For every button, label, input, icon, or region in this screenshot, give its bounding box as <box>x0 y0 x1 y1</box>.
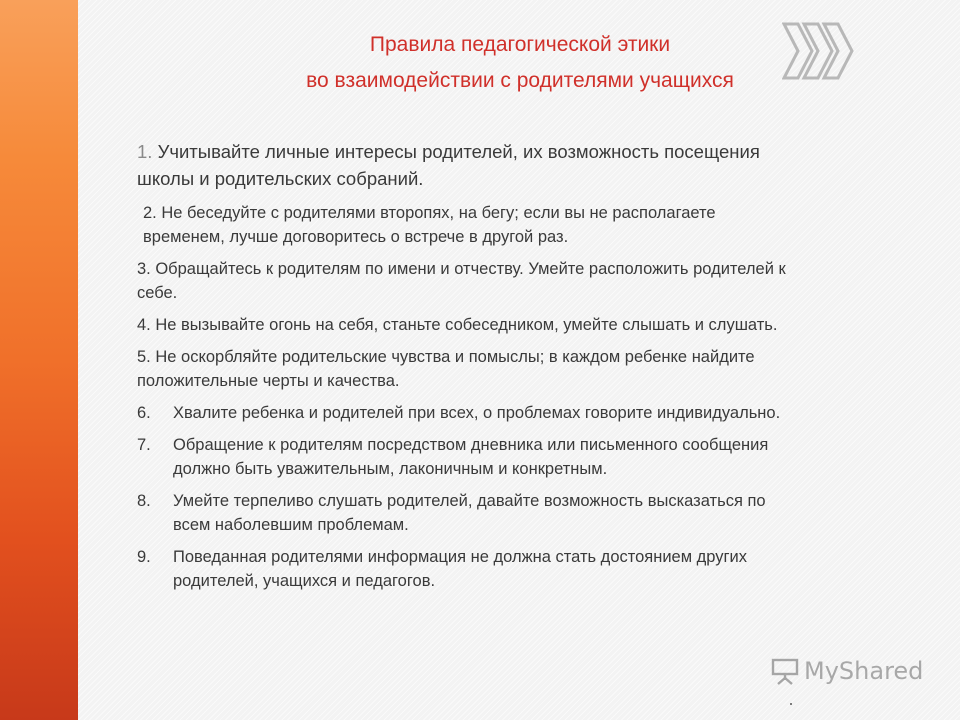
watermark <box>770 656 923 686</box>
decorative-dot <box>790 703 792 705</box>
item-text: Обращение к родителям посредством дневника или письменного сообщения должно быть уважительным, лаконичным и конкретным. <box>173 436 769 478</box>
list-item <box>137 489 792 537</box>
list-item <box>137 545 792 593</box>
item-number: 8. <box>137 492 151 510</box>
list-item <box>137 401 792 425</box>
list-item: 3. Обращайтесь к родителям по имени и отчеству. Умейте расположить родителей к себе. <box>137 260 786 302</box>
page-title: Правила педагогической этики <box>369 33 671 56</box>
list-item: 4. Не вызывайте огонь на себя, станьте собеседником, умейте слышать и слушать. <box>137 316 778 334</box>
item-number: 7. <box>137 436 151 454</box>
list-item: 2. Не беседуйте с родителями второпях, на бегу; если вы не располагаете временем, лучше договоритесь о встрече в другой раз. <box>143 204 716 246</box>
item-text: Хвалите ребенка и родителей при всех, о проблемах говорите индивидуально. <box>173 404 781 422</box>
list-item <box>137 138 792 192</box>
item-number: 1. <box>137 141 153 162</box>
item-text: Умейте терпеливо слушать родителей, давайте возможность высказаться по всем наболевшим проблемам. <box>173 492 766 534</box>
orange-side-bar <box>0 0 78 720</box>
item-number: 9. <box>137 548 151 566</box>
item-text: Поведанная родителями информация не должна стать достоянием других родителей, учащихся и педагогов. <box>173 548 748 590</box>
list-item <box>137 433 792 481</box>
list-item: 5. Не оскорбляйте родительские чувства и помыслы; в каждом ребенке найдите положительные черты и качества. <box>137 348 755 390</box>
rules-list <box>137 138 792 601</box>
item-text: Учитывайте личные интересы родителей, их возможность посещения школы и родительских собраний. <box>137 141 760 189</box>
item-number: 6. <box>137 404 151 422</box>
watermark-text: MyShared <box>804 657 924 685</box>
page-subtitle: во взаимодействии с родителями учащихся <box>306 69 734 92</box>
projector-icon <box>770 656 800 686</box>
